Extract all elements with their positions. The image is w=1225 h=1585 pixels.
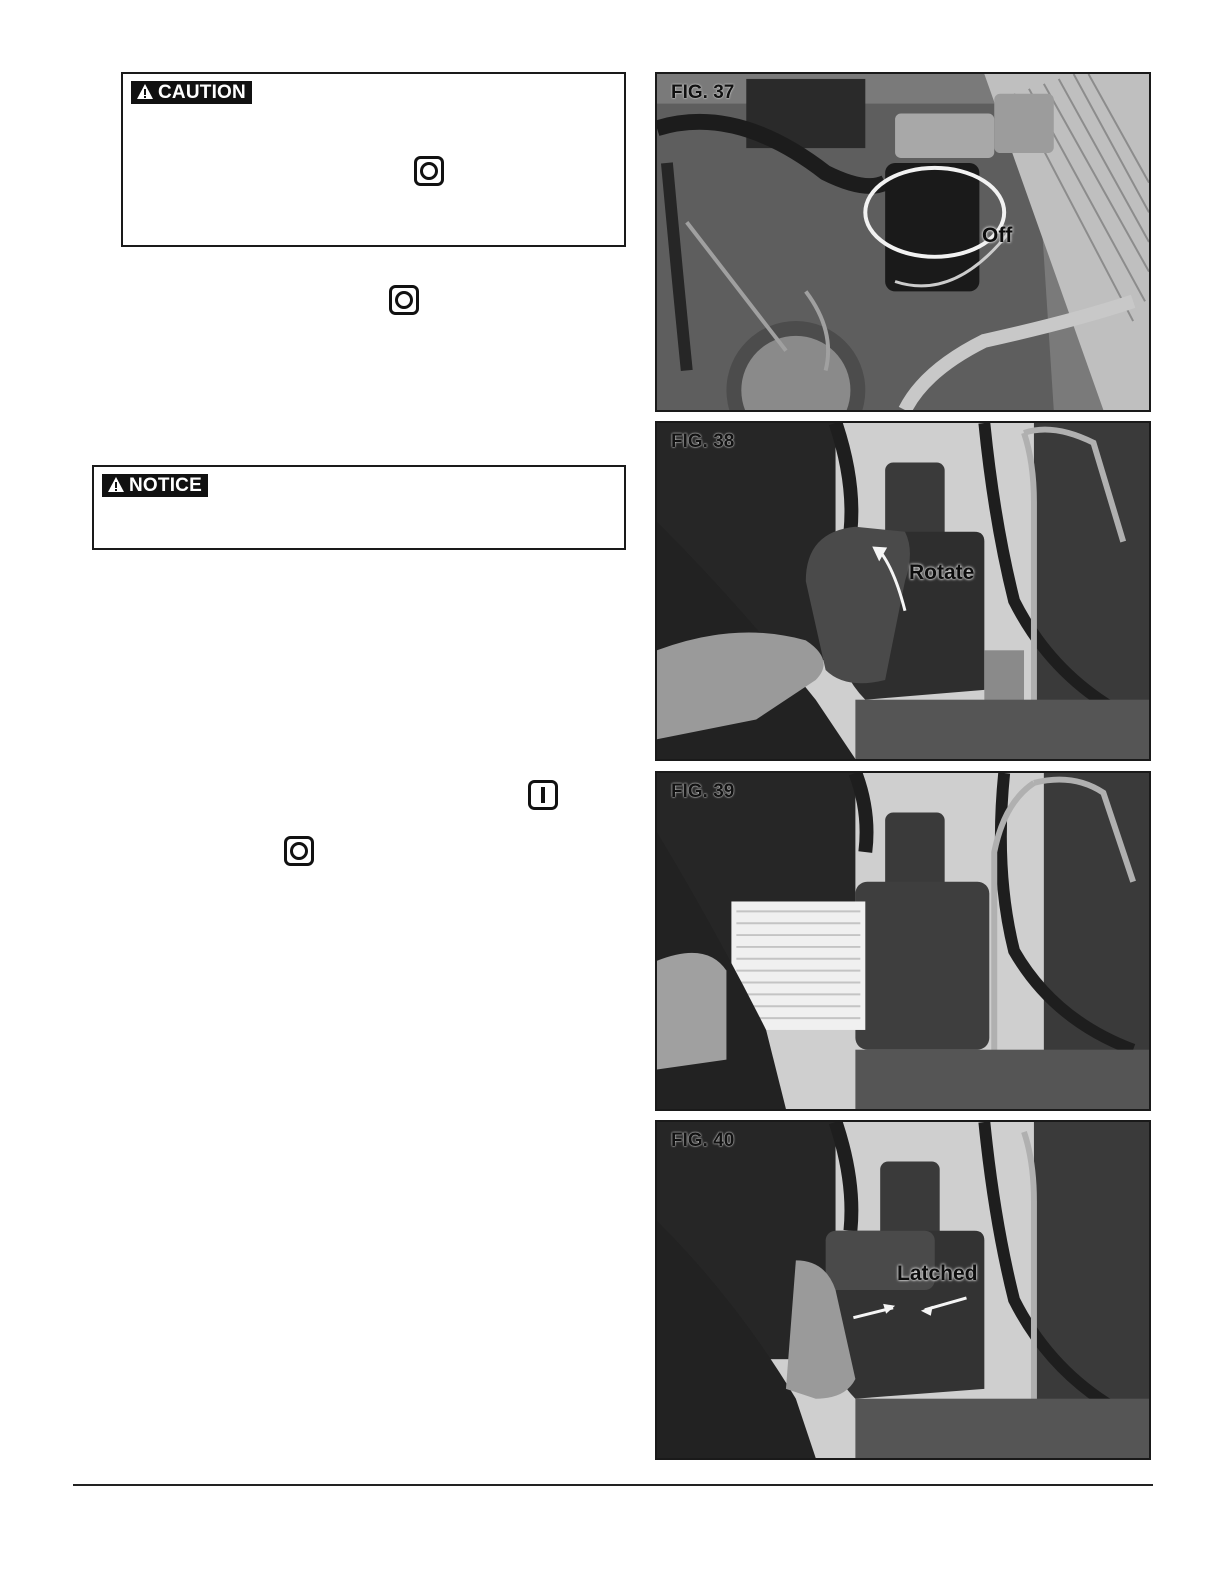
power-off-icon [414, 156, 444, 186]
callout-off: Off [982, 224, 1013, 247]
figure-39-photo [655, 771, 1151, 1111]
air-filter-rotate-photo [657, 423, 1149, 759]
warning-triangle-icon [136, 83, 154, 100]
figure-label: FIG. 40 [671, 1130, 735, 1151]
notice-label: NOTICE [102, 474, 208, 497]
air-filter-element-photo [657, 773, 1149, 1109]
callout-rotate: Rotate [909, 561, 975, 584]
figure-40-photo [655, 1120, 1151, 1460]
caution-label: CAUTION [131, 81, 252, 104]
oil-filter-photo [657, 74, 1149, 410]
caution-box [121, 72, 626, 247]
figure-38-photo [655, 421, 1151, 761]
power-off-icon [389, 285, 419, 315]
notice-box [92, 465, 626, 550]
figure-label: FIG. 39 [671, 781, 735, 802]
footer-rule [73, 1484, 1153, 1486]
figure-label: FIG. 37 [671, 82, 735, 103]
warning-triangle-icon [107, 476, 125, 493]
power-off-icon [284, 836, 314, 866]
air-filter-latched-photo [657, 1122, 1149, 1458]
figure-label: FIG. 38 [671, 431, 735, 452]
callout-latched: Latched [897, 1262, 978, 1285]
figure-37-photo [655, 72, 1151, 412]
power-on-icon [528, 780, 558, 810]
